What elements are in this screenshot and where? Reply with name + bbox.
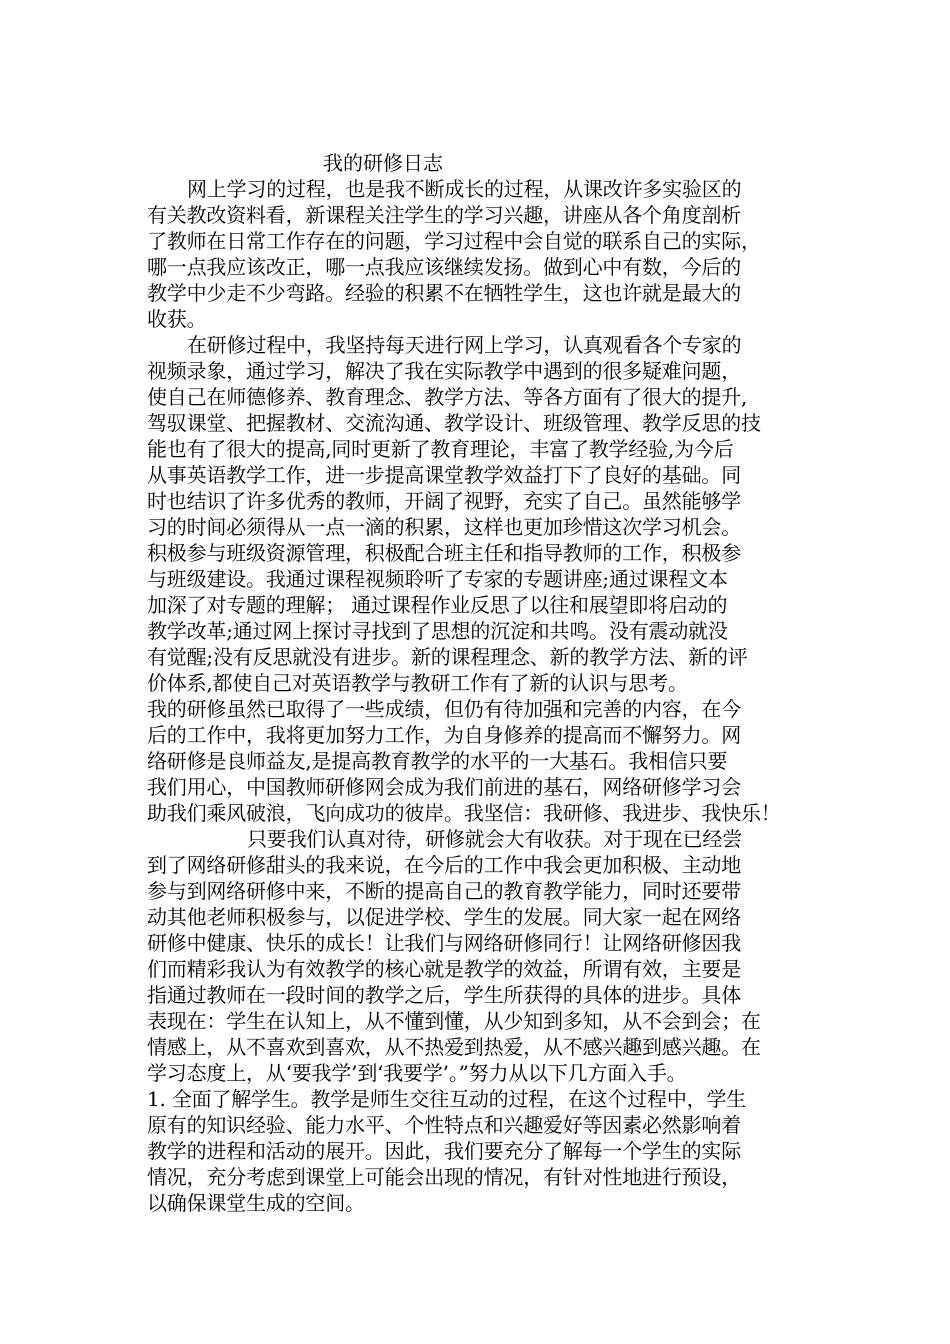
- text-line: 加深了对专题的理解； 通过课程作业反思了以往和展望即将启动的: [147, 593, 728, 617]
- text-line: 有觉醒;没有反思就没有进步。新的课程理念、新的教学方法、新的评: [147, 645, 748, 669]
- text-line: 指通过教师在一段时间的教学之后，学生所获得的具体的进步。具体: [147, 983, 741, 1007]
- text-line: 我的研修虽然已取得了一些成绩，但仍有待加强和完善的内容，在今: [147, 697, 741, 721]
- text-line: 在研修过程中，我坚持每天进行网上学习，认真观看各个专家的: [187, 333, 742, 357]
- text-line: 1. 全面了解学生。教学是师生交往互动的过程，在这个过程中，学生: [147, 1087, 747, 1111]
- text-line: 了教师在日常工作存在的问题，学习过程中会自觉的联系自己的实际，: [147, 229, 761, 253]
- text-line: 表现在：学生在认知上，从不懂到懂，从少知到多知，从不会到会；在: [147, 1009, 761, 1033]
- text-line: 动其他老师积极参与，以促进学校、学生的发展。同大家一起在网络: [147, 905, 741, 929]
- text-line: 教学中少走不少弯路。经验的积累不在牺牲学生，这也许就是最大的: [147, 281, 741, 305]
- text-line: 研修中健康、快乐的成长！让我们与网络研修同行！让网络研修因我: [147, 931, 741, 955]
- text-line: 们而精彩我认为有效教学的核心就是教学的效益，所谓有效，主要是: [147, 957, 741, 981]
- text-line: 原有的知识经验、能力水平、个性特点和兴趣爱好等因素必然影响着: [147, 1113, 741, 1137]
- text-line: 情况，充分考虑到课堂上可能会出现的情况，有针对性地进行预设，: [147, 1165, 741, 1189]
- text-line: 后的工作中，我将更加努力工作，为自身修养的提高而不懈努力。网: [147, 723, 741, 747]
- text-line: 积极参与班级资源管理，积极配合班主任和指导教师的工作，积极参: [147, 541, 741, 565]
- text-line: 能也有了很大的提高,同时更新了教育理论，丰富了教学经验,为今后: [147, 437, 734, 461]
- text-line: 以确保课堂生成的空间。: [147, 1191, 365, 1215]
- text-line: 助我们乘风破浪，飞向成功的彼岸。我坚信：我研修、我进步、我快乐！: [147, 801, 781, 825]
- text-line: 学习态度上，从‘要我学’到‘我要学’。”努力从以下几方面入手。: [147, 1061, 687, 1085]
- text-line: 价体系,都使自己对英语教学与教研工作有了新的认识与思考。: [147, 671, 688, 695]
- text-line: 络研修是良师益友,是提高教育教学的水平的一大基石。我相信只要: [147, 749, 728, 773]
- text-line: 与班级建设。我通过课程视频聆听了专家的专题讲座;通过课程文本: [147, 567, 728, 591]
- text-line: 哪一点我应该改正，哪一点我应该继续发扬。做到心中有数，今后的: [147, 255, 741, 279]
- text-line: 时也结识了许多优秀的教师，开阔了视野，充实了自己。虽然能够学: [147, 489, 741, 513]
- text-line: 收获。: [147, 307, 207, 331]
- text-line: 驾驭课堂、把握教材、交流沟通、教学设计、班级管理、教学反思的技: [147, 411, 761, 435]
- text-line: 视频录象，通过学习，解决了我在实际教学中遇到的很多疑难问题，: [147, 359, 741, 383]
- text-line: 有关教改资料看，新课程关注学生的学习兴趣，讲座从各个角度剖析: [147, 203, 741, 227]
- text-line: 教学改革;通过网上探讨寻找到了思想的沉淀和共鸣。没有震动就没: [147, 619, 728, 643]
- text-line: 情感上，从不喜欢到喜欢，从不热爱到热爱，从不感兴趣到感兴趣。在: [147, 1035, 761, 1059]
- text-line: 参与到网络研修中来，不断的提高自己的教育教学能力，同时还要带: [147, 879, 741, 903]
- text-line: 从事英语教学工作，进一步提高课堂教学效益打下了良好的基础。同: [147, 463, 741, 487]
- document-title: 我的研修日志: [323, 151, 443, 175]
- text-line: 我们用心，中国教师研修网会成为我们前进的基石，网络研修学习会: [147, 775, 741, 799]
- text-line: 网上学习的过程，也是我不断成长的过程，从课改许多实验区的: [187, 177, 742, 201]
- text-line: 使自己在师德修养、教育理念、教学方法、等各方面有了很大的提升,: [147, 385, 748, 409]
- text-line: 到了网络研修甜头的我来说，在今后的工作中我会更加积极、主动地: [147, 853, 741, 877]
- text-line: 习的时间必须得从一点一滴的积累，这样也更加珍惜这次学习机会。: [147, 515, 741, 539]
- text-line: 只要我们认真对待，研修就会大有收获。对于现在已经尝: [247, 827, 742, 851]
- text-line: 教学的进程和活动的展开。因此，我们要充分了解每一个学生的实际: [147, 1139, 741, 1163]
